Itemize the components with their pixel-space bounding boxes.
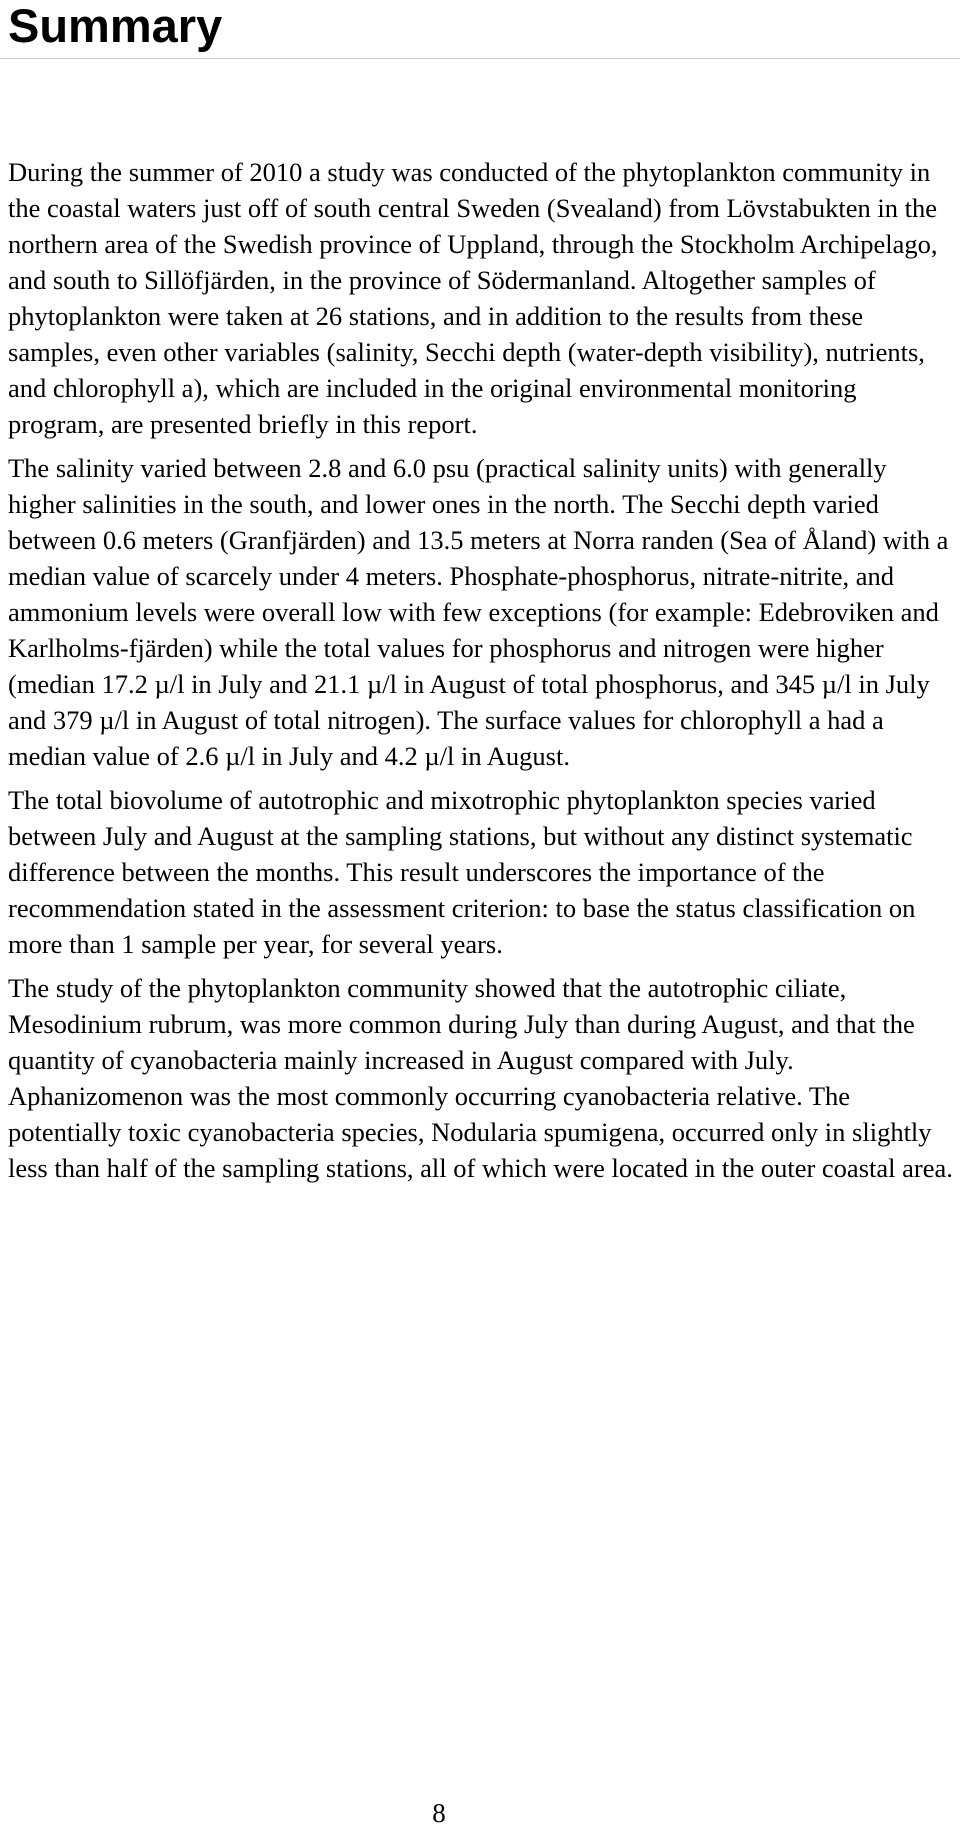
paragraph-community: The study of the phytoplankton community showed that the autotrophic ciliate, Mesodinium rubrum, was more common during July than during August, and that the quantity of cyanobacteria mainly increased in August compared with July. Aphanizomenon was the most commonly occurring cyanobacteria relative. The potentially toxic cyanobacteria species, Nodularia spumigena, occurred only in slightly less than half of the sampling stations, all of which were located in the outer coastal area.	[8, 973, 953, 1183]
page-number: 8	[432, 1798, 446, 1828]
page-title: Summary	[8, 0, 223, 52]
paragraph-salinity-nutrients: The salinity varied between 2.8 and 6.0 psu (practical salinity units) with generally higher salinities in the south, and lower ones in the north. The Secchi depth varied between 0.6 meters (Granfjärden) and 13.5 meters at Norra randen (Sea of Åland) with a median value of scarcely under 4 meters. Phosphate-phosphorus, nitrate-nitrite, and ammonium levels were overall low with few exceptions (for example: Edebroviken and Karlholms-fjärden) while the total values for phosphorus and nitrogen were higher (median 17.2 µ/l in July and 21.1 µ/l in August of total phosphorus, and 345 µ/l in July and 379 µ/l in August of total nitrogen). The surface values for chlorophyll a had a median value of 2.6 µ/l in July and 4.2 µ/l in August.	[8, 453, 949, 771]
heading-divider	[0, 58, 960, 59]
summary-body	[8, 154, 958, 1194]
paragraph-study-overview: During the summer of 2010 a study was conducted of the phytoplankton community in the coastal waters just off of south central Sweden (Svealand) from Lövstabukten in the northern area of the Swedish province of Uppland, through the Stockholm Archipelago, and south to Sillöfjärden, in the province of Södermanland. Altogether samples of phytoplankton were taken at 26 stations, and in addition to the results from these samples, even other variables (salinity, Secchi depth (water-depth visibility), nutrients, and chlorophyll a), which are included in the original environmental monitoring program, are presented briefly in this report.	[8, 157, 938, 439]
paragraph-biovolume: The total biovolume of autotrophic and mixotrophic phytoplankton species varied between July and August at the sampling stations, but without any distinct systematic difference between the months. This result underscores the importance of the recommendation stated in the assessment criterion: to base the status classification on more than 1 sample per year, for several years.	[8, 785, 916, 959]
